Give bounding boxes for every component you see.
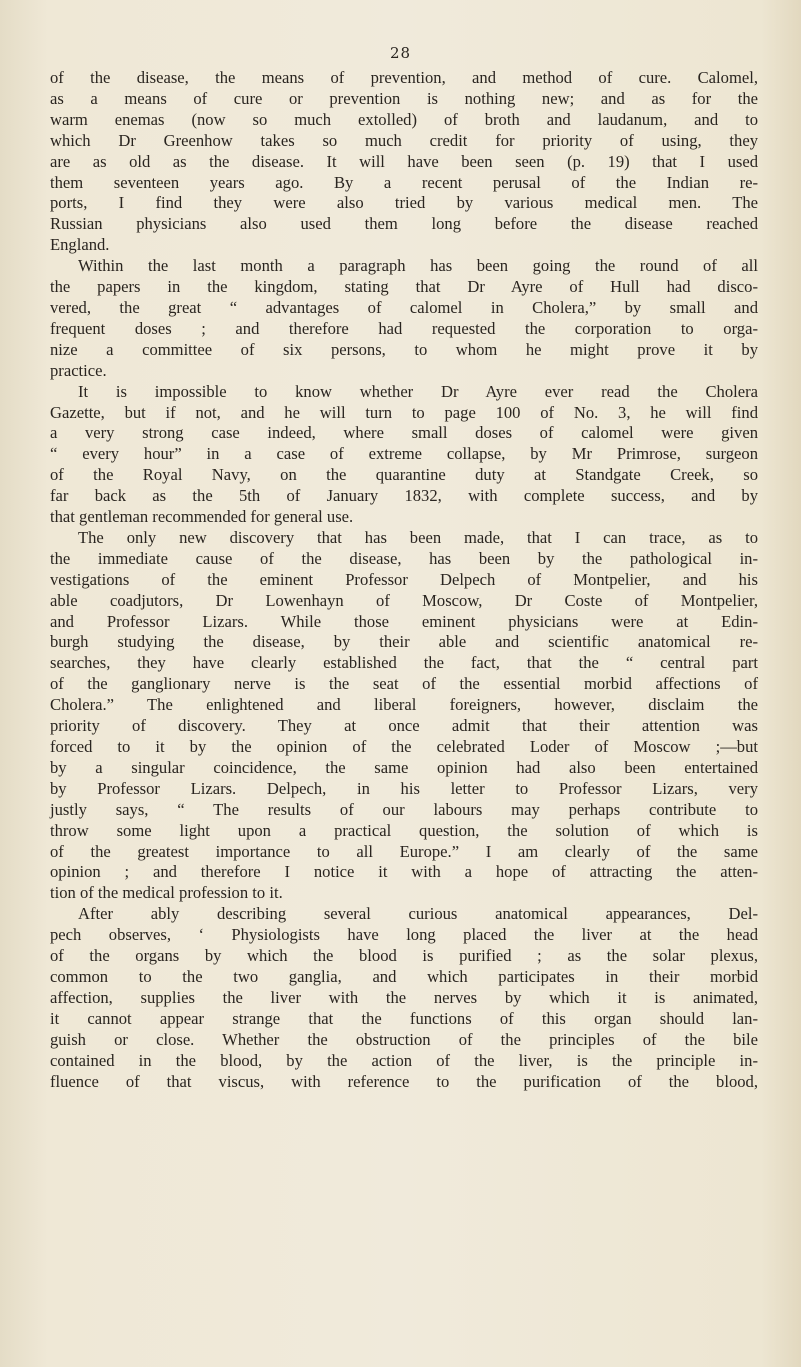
text-line: the papers in the kingdom, stating that Dr Ayre of Hull had disco- bbox=[50, 277, 758, 297]
text-line: of the organs by which the blood is purified ; as the solar plexus, bbox=[50, 946, 758, 966]
text-line: of the greatest importance to all Europe.” I am clearly of the same bbox=[50, 841, 758, 861]
page-number: 28 bbox=[389, 44, 412, 62]
text-line: England. bbox=[50, 235, 110, 255]
text-line: practice. bbox=[50, 360, 107, 380]
text-line: as a means of cure or prevention is nothing new; and as for the bbox=[50, 88, 758, 108]
text-line: them seventeen years ago. By a recent perusal of the Indian re- bbox=[50, 172, 758, 192]
text-line: The only new discovery that has been made, that I can trace, as to bbox=[78, 527, 758, 547]
text-line: forced to it by the opinion of the celebrated Loder of Moscow ;—but bbox=[50, 737, 758, 756]
text-line: Gazette, but if not, and he will turn to page 100 of No. 3, he will find bbox=[50, 402, 758, 422]
text-line: guish or close. Whether the obstruction of the principles of the bile bbox=[50, 1029, 758, 1049]
text-line: vered, the great “ advantages of calomel in Cholera,” by small and bbox=[50, 297, 758, 317]
text-line: After ably describing several curious anatomical appearances, Del- bbox=[78, 904, 758, 924]
body-text bbox=[50, 68, 758, 1092]
text-line: priority of discovery. They at once admit that their attention was bbox=[50, 716, 758, 736]
text-line: frequent doses ; and therefore had requested the corporation to orga- bbox=[50, 318, 758, 338]
text-line: of the disease, the means of prevention, and method of cure. Calomel, bbox=[50, 68, 758, 87]
text-line: pech observes, ‘ Physiologists have long placed the liver at the head bbox=[50, 925, 758, 945]
text-line: Russian physicians also used them long before the disease reached bbox=[50, 214, 758, 234]
text-line: able coadjutors, Dr Lowenhayn of Moscow, Dr Coste of Montpelier, bbox=[50, 590, 758, 610]
text-line: and Professor Lizars. While those eminent physicians were at Edin- bbox=[50, 611, 758, 631]
text-line: far back as the 5th of January 1832, with complete success, and by bbox=[50, 486, 758, 506]
text-line: tion of the medical profession to it. bbox=[50, 883, 283, 903]
text-line: searches, they have clearly established the fact, that the “ central part bbox=[50, 653, 758, 673]
text-line: warm enemas (now so much extolled) of broth and laudanum, and to bbox=[50, 109, 758, 129]
text-line: the immediate cause of the disease, has been by the pathological in- bbox=[50, 548, 758, 568]
text-line: opinion ; and therefore I notice it with a hope of attracting the atten- bbox=[50, 862, 758, 882]
text-line: nize a committee of six persons, to whom he might prove it by bbox=[50, 339, 758, 359]
text-line: ports, I find they were also tried by various medical men. The bbox=[50, 193, 758, 213]
text-line: throw some light upon a practical question, the solution of which is bbox=[50, 820, 758, 840]
text-line: of the ganglionary nerve is the seat of the essential morbid affections of bbox=[50, 674, 758, 694]
text-line: Cholera.” The enlightened and liberal foreigners, however, disclaim the bbox=[50, 695, 758, 715]
text-line: vestigations of the eminent Professor Delpech of Montpelier, and his bbox=[50, 569, 758, 589]
text-line: a very strong case indeed, where small doses of calomel were given bbox=[50, 423, 758, 443]
text-line: It is impossible to know whether Dr Ayre ever read the Cholera bbox=[78, 381, 758, 401]
text-line: justly says, “ The results of our labours may perhaps contribute to bbox=[50, 799, 758, 819]
text-line: affection, supplies the liver with the nerves by which it is animated, bbox=[50, 987, 758, 1007]
text-line: common to the two ganglia, and which participates in their morbid bbox=[50, 966, 758, 986]
text-line: are as old as the disease. It will have been seen (p. 19) that I used bbox=[50, 151, 758, 171]
text-line: Within the last month a paragraph has been going the round of all bbox=[78, 256, 758, 276]
text-line: “ every hour” in a case of extreme collapse, by Mr Primrose, surgeon bbox=[50, 444, 758, 464]
text-line: it cannot appear strange that the functions of this organ should lan- bbox=[50, 1008, 758, 1028]
text-line: contained in the blood, by the action of the liver, is the principle in- bbox=[50, 1050, 758, 1070]
text-line: by Professor Lizars. Delpech, in his letter to Professor Lizars, very bbox=[50, 778, 758, 798]
text-line: by a singular coincidence, the same opinion had also been entertained bbox=[50, 757, 758, 777]
text-line: fluence of that viscus, with reference to the purification of the blood, bbox=[50, 1071, 758, 1091]
text-line: that gentleman recommended for general use. bbox=[50, 507, 354, 527]
text-line: of the Royal Navy, on the quarantine duty at Standgate Creek, so bbox=[50, 465, 758, 485]
text-line: which Dr Greenhow takes so much credit for priority of using, they bbox=[50, 130, 758, 150]
text-line: burgh studying the disease, by their able and scientific anatomical re- bbox=[50, 632, 758, 652]
